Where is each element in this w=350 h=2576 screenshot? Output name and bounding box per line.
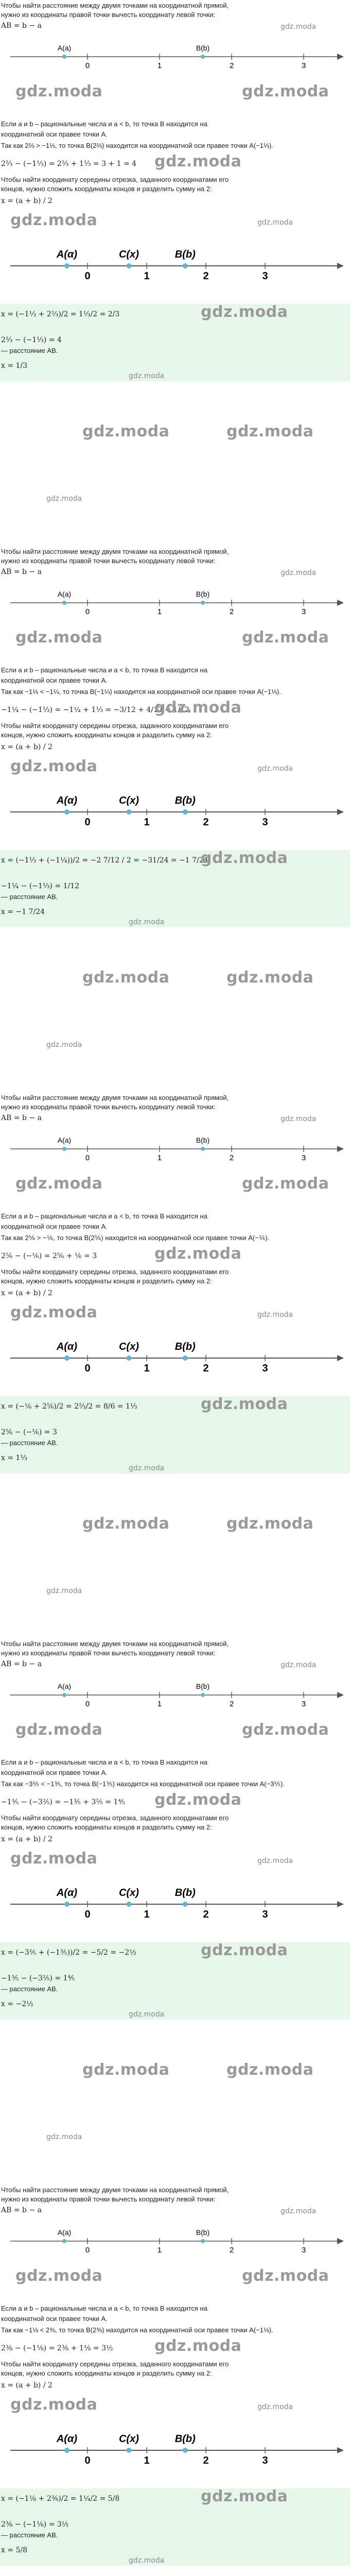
point-marker — [127, 1355, 132, 1361]
tick-label: 0 — [85, 61, 90, 70]
midpoint-formula: x = (a + b) / 2 — [1, 1289, 52, 1297]
watermark-big: gdz.moda — [82, 1515, 170, 1533]
tick-label: 1 — [144, 270, 150, 282]
tick-label: 2 — [229, 607, 234, 616]
axis-arrow — [337, 2238, 344, 2244]
point-marker — [64, 263, 69, 268]
distance-calc: 2⅜ − (−1⅛) = 3½ — [1, 2520, 69, 2529]
watermark-big: gdz.moda — [15, 1721, 103, 1739]
answer: x = −1 7/24 — [1, 908, 45, 916]
point-marker — [127, 263, 132, 268]
condition-text: координатной оси правее точки A. — [1, 2315, 108, 2323]
tick-label: 2 — [203, 2455, 209, 2466]
point-label: B(b) — [196, 590, 210, 598]
point-marker — [201, 601, 205, 605]
watermark-small: gdz.moda — [129, 1464, 165, 1472]
midpoint-rule: Чтобы найти координату середины отрезка, заданного координатами его — [1, 722, 229, 730]
point-label: B(b) — [174, 795, 196, 806]
rule-text: нужно из координаты правой точки вычесть координату левой точки: — [1, 1649, 216, 1657]
tick-label: 1 — [144, 2455, 150, 2466]
tick-label: 1 — [157, 1154, 162, 1162]
tick-label: 0 — [84, 817, 91, 828]
axis-arrow — [337, 263, 344, 269]
distance-calc: −1¼ − (−1⅓) = 1/12 — [1, 882, 80, 890]
point-label: B(b) — [196, 1136, 210, 1144]
tick-label: 2 — [203, 1363, 209, 1374]
tick-label: 3 — [262, 270, 268, 282]
midpoint-calc: x = (−1⅓ + (−1¼))/2 = −2 7/12 / 2 = −31/24 = −1 7/24 — [1, 856, 208, 865]
number-line-midpoint — [0, 1870, 350, 1932]
point-label: C(x) — [119, 795, 139, 806]
point-marker — [201, 1147, 205, 1151]
tick-label: 2 — [229, 61, 234, 70]
tick-label: 2 — [203, 1909, 209, 1920]
midpoint-rule: концов, нужно сложить координаты концов и разделить сумму на 2: — [1, 2369, 212, 2377]
tick-label: 0 — [85, 2246, 90, 2255]
watermark-big: gdz.moda — [201, 1941, 288, 1959]
watermark-small: gdz.moda — [281, 2207, 317, 2215]
point-marker — [201, 1693, 205, 1697]
tick-label: 0 — [85, 1154, 90, 1162]
tick-label: 3 — [301, 607, 306, 616]
condition-text: координатной оси правее точки A. — [1, 1769, 108, 1776]
tick-label: 0 — [84, 1909, 91, 1920]
watermark-small: gdz.moda — [129, 2556, 165, 2565]
tick-label: 3 — [262, 1909, 268, 1920]
watermark-small: gdz.moda — [257, 2403, 293, 2411]
watermark-big: gdz.moda — [242, 629, 329, 647]
point-label: A(a) — [57, 1682, 72, 1690]
watermark-big: gdz.moda — [15, 629, 103, 647]
point-marker — [183, 809, 188, 815]
ab-calc: −1⅗ − (−3⅖) = −1⅗ + 3⅖ = 1⅘ — [1, 1798, 126, 1806]
watermark-big: gdz.moda — [201, 2487, 288, 2505]
answer: x = 1/3 — [1, 362, 28, 370]
point-marker — [127, 2448, 132, 2453]
point-label: A(α) — [56, 249, 78, 260]
watermark-big: gdz.moda — [10, 1303, 98, 1321]
watermark-big: gdz.moda — [82, 2061, 170, 2079]
watermark-small: gdz.moda — [281, 23, 317, 31]
tick-label: 3 — [301, 1154, 306, 1162]
watermark-big: gdz.moda — [15, 82, 103, 100]
tick-label: 0 — [84, 1363, 91, 1374]
number-line-midpoint — [0, 1324, 350, 1386]
tick-label: 1 — [157, 607, 162, 616]
midpoint-calc: x = (−1⅛ + 2⅜)/2 = 1¼/2 = 5/8 — [1, 2495, 120, 2503]
tick-label: 2 — [229, 1700, 234, 1708]
tick-label: 1 — [144, 1363, 150, 1374]
watermark-small: gdz.moda — [129, 918, 165, 926]
formula-ab: AB = b − a — [1, 1660, 42, 1668]
tick-label: 0 — [85, 607, 90, 616]
midpoint-rule: Чтобы найти координату середины отрезка, заданного координатами его — [1, 1268, 229, 1276]
point-label: C(x) — [119, 2433, 139, 2445]
watermark-big: gdz.moda — [226, 1515, 314, 1533]
watermark-big: gdz.moda — [226, 969, 314, 987]
formula-ab: AB = b − a — [1, 2206, 42, 2214]
answer: x = −2½ — [1, 2000, 33, 2008]
watermark-big: gdz.moda — [10, 2396, 98, 2414]
condition-text: Если a и b – рациональные числа и a < b, то точка B находится на — [1, 1758, 207, 1766]
midpoint-rule: концов, нужно сложить координаты концов и разделить сумму на 2: — [1, 1277, 212, 1285]
point-marker — [62, 1693, 66, 1697]
compare-text: Так как 2⅚ > −⅙, то точка B(2⅚) находится на координатной оси правее точки A(−⅙). — [1, 1234, 270, 1242]
ab-calc: 2⅚ − (−⅙) = 2⅚ + ⅙ = 3 — [1, 1252, 97, 1260]
number-line-ab — [0, 1670, 350, 1717]
midpoint-calc: x = (−3⅖ + (−1⅗))/2 = −5/2 = −2½ — [1, 1948, 136, 1957]
answer: x = 5/8 — [1, 2546, 28, 2554]
rule-text: Чтобы найти расстояние между двумя точками на координатной прямой, — [1, 548, 229, 555]
rule-text: Чтобы найти расстояние между двумя точками на координатной прямой, — [1, 1094, 229, 1101]
watermark-small: gdz.moda — [46, 2133, 82, 2141]
rule-text: нужно из координаты правой точки вычесть координату левой точки: — [1, 1103, 216, 1111]
compare-text: Так как −1⅛ < 2⅜, то точка B(2⅜) находится на координатной оси правее точки A(−1⅛). — [1, 2326, 273, 2334]
distance-label: — расстояние AB. — [1, 1985, 58, 1993]
watermark-big: gdz.moda — [154, 1245, 242, 1263]
tick-label: 3 — [301, 2246, 306, 2255]
formula-ab: AB = b − a — [1, 22, 42, 30]
tick-label: 2 — [229, 2246, 234, 2255]
midpoint-formula: x = (a + b) / 2 — [1, 1835, 52, 1843]
distance-calc: 2⅔ − (−1⅓) = 4 — [1, 336, 62, 344]
point-marker — [64, 1902, 69, 1907]
tick-label: 1 — [157, 2246, 162, 2255]
midpoint-rule: концов, нужно сложить координаты концов и разделить сумму на 2: — [1, 731, 212, 739]
watermark-big: gdz.moda — [226, 422, 314, 440]
watermark-big: gdz.moda — [201, 303, 288, 321]
watermark-small: gdz.moda — [281, 569, 317, 577]
point-marker — [62, 1147, 66, 1151]
tick-label: 2 — [229, 1154, 234, 1162]
distance-label: — расстояние AB. — [1, 347, 58, 354]
point-marker — [183, 1902, 188, 1907]
midpoint-calc: x = (−1⅓ + 2⅔)/2 = 1⅓/2 = 2/3 — [1, 310, 120, 318]
tick-label: 0 — [85, 1700, 90, 1708]
point-label: A(α) — [56, 1887, 78, 1899]
axis-arrow — [337, 1355, 344, 1361]
condition-text: координатной оси правее точки A. — [1, 130, 108, 138]
point-marker — [183, 263, 188, 268]
watermark-small: gdz.moda — [46, 1041, 82, 1049]
watermark-big: gdz.moda — [242, 1721, 329, 1739]
axis-arrow — [337, 1692, 344, 1698]
tick-label: 3 — [262, 1363, 268, 1374]
point-label: A(a) — [57, 1136, 72, 1144]
axis-arrow — [337, 600, 344, 606]
point-label: A(a) — [57, 590, 72, 598]
watermark-big: gdz.moda — [201, 1395, 288, 1413]
watermark-small: gdz.moda — [129, 372, 165, 380]
watermark-big: gdz.moda — [10, 1850, 98, 1868]
number-line-midpoint — [0, 232, 350, 294]
tick-label: 2 — [203, 817, 209, 828]
point-marker — [183, 1355, 188, 1361]
number-line-midpoint — [0, 778, 350, 840]
point-label: B(b) — [174, 2433, 196, 2445]
point-marker — [201, 2239, 205, 2243]
condition-text: координатной оси правее точки A. — [1, 1223, 108, 1230]
rule-text: нужно из координаты правой точки вычесть координату левой точки: — [1, 11, 216, 19]
distance-calc: −1⅗ − (−3⅖) = 1⅘ — [1, 1974, 75, 1982]
watermark-small: gdz.moda — [257, 765, 293, 773]
watermark-big: gdz.moda — [242, 2267, 329, 2285]
compare-text: Так как −1⅓ < −1¼, то точка B(−1¼) находится на координатной оси правее точки A(−1⅓). — [1, 688, 281, 696]
point-marker — [62, 601, 66, 605]
watermark-big: gdz.moda — [15, 2267, 103, 2285]
point-label: B(b) — [174, 1341, 196, 1352]
watermark-big: gdz.moda — [15, 1175, 103, 1193]
number-line-ab — [0, 32, 350, 78]
watermark-big: gdz.moda — [82, 969, 170, 987]
point-marker — [127, 1902, 132, 1907]
watermark-big: gdz.moda — [154, 699, 242, 717]
point-label: A(a) — [57, 2228, 72, 2236]
watermark-big: gdz.moda — [82, 422, 170, 440]
rule-text: нужно из координаты правой точки вычесть координату левой точки: — [1, 2195, 216, 2203]
point-marker — [62, 2239, 66, 2243]
point-label: A(α) — [56, 795, 78, 806]
tick-label: 1 — [157, 61, 162, 70]
tick-label: 3 — [262, 817, 268, 828]
tick-label: 0 — [84, 2455, 91, 2466]
point-marker — [183, 2448, 188, 2453]
watermark-big: gdz.moda — [242, 82, 329, 100]
point-marker — [64, 809, 69, 815]
tick-label: 3 — [301, 1700, 306, 1708]
tick-label: 3 — [262, 2455, 268, 2466]
point-label: B(b) — [196, 1682, 210, 1690]
tick-label: 1 — [144, 1909, 150, 1920]
watermark-big: gdz.moda — [154, 2337, 242, 2355]
rule-text: Чтобы найти расстояние между двумя точками на координатной прямой, — [1, 2, 229, 9]
watermark-small: gdz.moda — [46, 1587, 82, 1595]
point-label: A(α) — [56, 1341, 78, 1352]
rule-text: Чтобы найти расстояние между двумя точками на координатной прямой, — [1, 1640, 229, 1648]
rule-text: нужно из координаты правой точки вычесть координату левой точки: — [1, 557, 216, 565]
ab-calc: −1¼ − (−1⅓) = −1¼ + 1⅓ = −3/12 + 4/12 = 1/12 — [1, 706, 189, 714]
watermark-big: gdz.moda — [242, 1175, 329, 1193]
watermark-big: gdz.moda — [154, 152, 242, 171]
ab-calc: 2⅜ − (−1⅛) = 2⅜ + 1⅛ = 3½ — [1, 2344, 113, 2352]
watermark-small: gdz.moda — [281, 1661, 317, 1669]
axis-arrow — [337, 2447, 344, 2453]
midpoint-formula: x = (a + b) / 2 — [1, 197, 52, 205]
point-label: A(a) — [57, 44, 72, 52]
axis-arrow — [337, 54, 344, 60]
point-marker — [127, 809, 132, 815]
watermark-big: gdz.moda — [226, 2061, 314, 2079]
midpoint-rule: концов, нужно сложить координаты концов и разделить сумму на 2: — [1, 185, 212, 193]
point-label: C(x) — [119, 249, 139, 260]
point-marker — [201, 55, 205, 59]
midpoint-calc: x = (−⅙ + 2⅚)/2 = 2⅔/2 = 8/6 = 1⅓ — [1, 1402, 137, 1411]
point-label: C(x) — [119, 1341, 139, 1352]
formula-ab: AB = b − a — [1, 1114, 42, 1122]
answer: x = 1⅓ — [1, 1454, 28, 1462]
axis-arrow — [337, 809, 344, 815]
watermark-big: gdz.moda — [201, 849, 288, 867]
condition-text: координатной оси правее точки A. — [1, 676, 108, 684]
watermark-small: gdz.moda — [281, 1115, 317, 1123]
condition-text: Если a и b – рациональные числа и a < b, то точка B находится на — [1, 2304, 207, 2312]
compare-text: Так как −3⅖ < −1⅗, то точка B(−1⅗) находится на координатной оси правее точки A(−3⅖). — [1, 1780, 285, 1788]
number-line-ab — [0, 1124, 350, 1171]
watermark-small: gdz.moda — [46, 495, 82, 503]
compare-text: Так как 2⅔ > −1⅓, то точка B(2⅔) находится на координатной оси правее точки A(−1⅓). — [1, 142, 273, 149]
distance-label: — расстояние AB. — [1, 2531, 58, 2539]
tick-label: 1 — [144, 817, 150, 828]
axis-arrow — [337, 1146, 344, 1152]
distance-label: — расстояние AB. — [1, 1439, 58, 1447]
number-line-ab — [0, 2216, 350, 2263]
tick-label: 0 — [84, 270, 91, 282]
number-line-midpoint — [0, 2416, 350, 2478]
midpoint-rule: Чтобы найти координату середины отрезка, заданного координатами его — [1, 1814, 229, 1822]
point-label: C(x) — [119, 1887, 139, 1899]
tick-label: 1 — [157, 1700, 162, 1708]
watermark-small: gdz.moda — [257, 218, 293, 227]
point-marker — [64, 1355, 69, 1361]
rule-text: Чтобы найти расстояние между двумя точками на координатной прямой, — [1, 2186, 229, 2194]
watermark-small: gdz.moda — [257, 1857, 293, 1865]
formula-ab: AB = b − a — [1, 568, 42, 576]
watermark-small: gdz.moda — [257, 1311, 293, 1319]
tick-label: 3 — [301, 61, 306, 70]
midpoint-rule: Чтобы найти координату середины отрезка, заданного координатами его — [1, 2360, 229, 2368]
point-label: B(b) — [174, 1887, 196, 1899]
condition-text: Если a и b – рациональные числа и a < b, то точка B находится на — [1, 1212, 207, 1220]
midpoint-formula: x = (a + b) / 2 — [1, 2381, 52, 2389]
distance-label: — расстояние AB. — [1, 893, 58, 901]
watermark-big: gdz.moda — [10, 211, 98, 229]
axis-arrow — [337, 1901, 344, 1907]
point-label: A(α) — [56, 2433, 78, 2445]
watermark-big: gdz.moda — [154, 1791, 242, 1809]
condition-text: Если a и b – рациональные числа и a < b, то точка B находится на — [1, 666, 207, 674]
number-line-ab — [0, 578, 350, 624]
watermark-small: gdz.moda — [129, 2010, 165, 2019]
condition-text: Если a и b – рациональные числа и a < b, то точка B находится на — [1, 120, 207, 128]
midpoint-formula: x = (a + b) / 2 — [1, 743, 52, 751]
point-label: B(b) — [174, 249, 196, 260]
tick-label: 2 — [203, 270, 209, 282]
midpoint-rule: концов, нужно сложить координаты концов и разделить сумму на 2: — [1, 1823, 212, 1831]
point-label: B(b) — [196, 44, 210, 52]
midpoint-rule: Чтобы найти координату середины отрезка, заданного координатами его — [1, 176, 229, 183]
watermark-big: gdz.moda — [10, 757, 98, 775]
distance-calc: 2⅚ − (−⅙) = 3 — [1, 1428, 57, 1436]
ab-calc: 2⅔ − (−1⅓) = 2⅔ + 1⅓ = 3 + 1 = 4 — [1, 160, 137, 168]
point-marker — [64, 2448, 69, 2453]
point-marker — [62, 55, 66, 59]
point-label: B(b) — [196, 2228, 210, 2236]
